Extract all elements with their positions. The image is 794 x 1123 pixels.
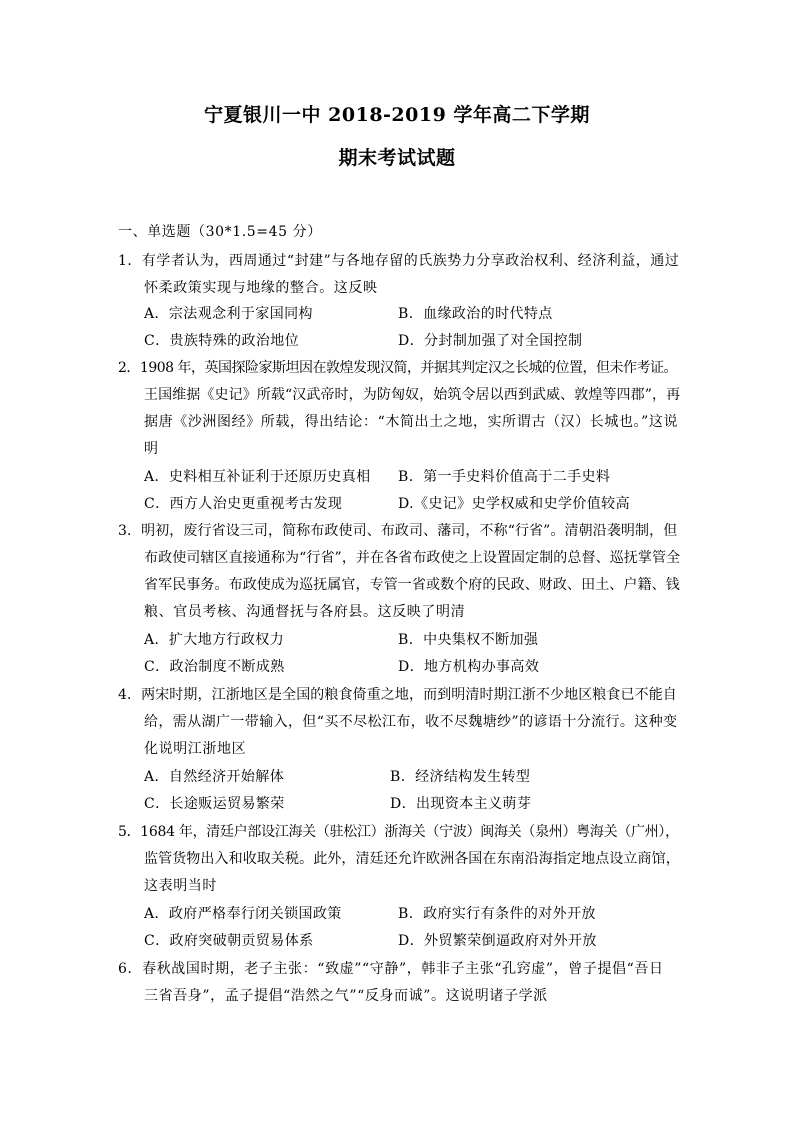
question-5-option-d: D．外贸繁荣倒逼政府对外开放 <box>398 933 597 949</box>
question-1-line-2: 怀柔政策实现与地缘的整合。这反映 <box>144 280 378 296</box>
question-1-option-a: A．宗法观念利于家国同构 <box>144 306 313 322</box>
question-2-option-d: D.《史记》史学权威和史学价值较高 <box>398 496 630 512</box>
question-4-option-a: A．自然经济开始解体 <box>144 769 285 785</box>
exam-subtitle: 期末考试试题 <box>338 147 456 169</box>
question-1-line-1: 1．有学者认为，西周通过“封建”与各地存留的氏族势力分享政治权利、经济利益，通过 <box>118 253 680 269</box>
question-4-line-1: 4．两宋时期，江浙地区是全国的粮食倚重之地，而到明清时期江浙不少地区粮食已不能自 <box>118 687 677 703</box>
question-5-line-2: 监管货物出入和收取关税。此外，清廷还允许欧洲各国在东南沿海指定地点设立商馆， <box>144 851 680 867</box>
question-3-line-3: 省军民事务。布政使成为巡抚属官，专管一省或数个府的民政、财政、田土、户籍、钱 <box>144 577 680 593</box>
question-4-option-c: C．长途贩运贸易繁荣 <box>144 796 285 812</box>
question-2-line-2: 王国维据《史记》所载“汉武帝时，为防匈奴，始筑令居以西到武威、敦煌等四郡”，再 <box>144 387 681 403</box>
section-heading: 一、单选题（30*1.5=45 分） <box>118 224 322 240</box>
question-5-option-a: A．政府严格奉行闭关锁国政策 <box>144 906 342 922</box>
question-4-line-2: 给，需从湖广一带输入，但“买不尽松江布，收不尽魏塘纱”的谚语十分流行。这种变 <box>144 714 678 730</box>
question-6-line-2: 三省吾身”，孟子提倡“浩然之气”“反身而诚”。这说明诸子学派 <box>144 988 548 1004</box>
question-3-line-2: 布政使司辖区直接通称为“行省”，并在各省布政使之上设置固定制的总督、巡抚掌管全 <box>144 550 681 566</box>
question-2-option-c: C．西方人治史更重视考古发现 <box>144 496 343 512</box>
exam-title: 宁夏银川一中 2018-2019 学年高二下学期 <box>204 104 590 126</box>
question-3-line-1: 3．明初，废行省设三司，简称布政使司、布政司、藩司，不称“行省”。清朝沿袭明制，但 <box>118 523 678 539</box>
question-1-option-d: D．分封制加强了对全国控制 <box>398 333 583 349</box>
question-2-line-1: 2．1908 年，英国探险家斯坦因在敦煌发现汉简，并据其判定汉之长城的位置，但未作考证。 <box>118 360 677 376</box>
question-3-option-c: C．政治制度不断成熟 <box>144 659 285 675</box>
question-2-line-3: 据唐《沙洲图经》所载，得出结论：“木简出土之地，实所谓古（汉）长城也。”这说 <box>144 414 679 430</box>
question-2-line-4: 明 <box>144 441 159 457</box>
question-3-option-d: D．地方机构办事高效 <box>398 659 540 675</box>
question-3-line-4: 粮、官员考核、沟通督抚与各府县。这反映了明清 <box>144 604 466 620</box>
question-5-line-1: 5．1684 年，清廷户部设江海关（驻松江）浙海关（宁波）闽海关（泉州）粤海关（广州）， <box>118 824 679 840</box>
question-1-option-b: B．血缘政治的时代特点 <box>398 306 553 322</box>
question-4-line-3: 化说明江浙地区 <box>144 741 247 757</box>
question-2-option-b: B．第一手史料价值高于二手史料 <box>398 469 611 485</box>
question-5-option-b: B．政府实行有条件的对外开放 <box>398 906 596 922</box>
question-4-option-b: B．经济结构发生转型 <box>390 769 531 785</box>
question-3-option-a: A．扩大地方行政权力 <box>144 632 285 648</box>
question-4-option-d: D．出现资本主义萌芽 <box>390 796 532 812</box>
question-3-option-b: B．中央集权不断加强 <box>398 632 539 648</box>
question-5-line-3: 这表明当时 <box>144 878 217 894</box>
question-6-line-1: 6．春秋战国时期，老子主张：“致虚”“守静”，韩非子主张“孔窍虚”，曾子提倡“吾日 <box>118 961 664 977</box>
question-1-option-c: C．贵族特殊的政治地位 <box>144 333 300 349</box>
question-2-option-a: A．史料相互补证利于还原历史真相 <box>144 469 371 485</box>
question-5-option-c: C．政府突破朝贡贸易体系 <box>144 933 314 949</box>
